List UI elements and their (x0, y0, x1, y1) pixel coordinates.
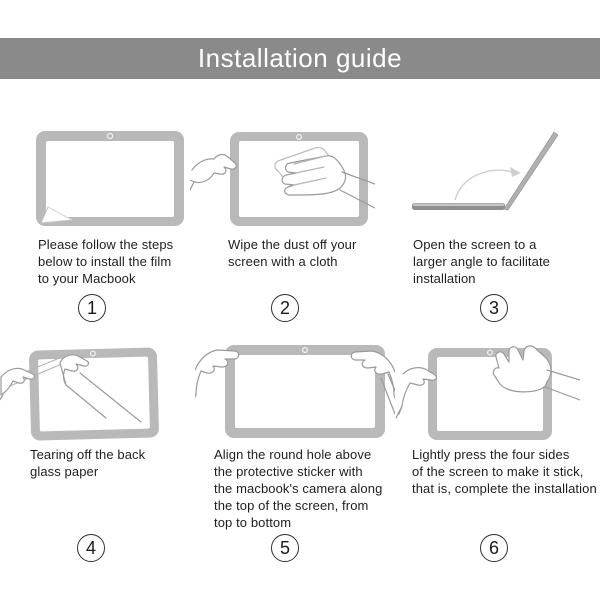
step-number: 2 (279, 298, 290, 318)
tablet-screen (235, 355, 375, 428)
wipe-screen-with-cloth-illustration (190, 128, 375, 230)
caption-line: top to bottom (214, 515, 292, 530)
step4-number-badge (77, 534, 105, 562)
align-film-with-camera-illustration (195, 340, 395, 445)
caption-line: to your Macbook (38, 271, 136, 286)
open-laptop-wide-angle-illustration (400, 128, 575, 230)
caption-line: the top of the screen, from (214, 498, 369, 513)
arrowhead-icon (510, 167, 521, 177)
step-number: 3 (488, 298, 499, 318)
step3-number-badge (480, 294, 508, 322)
caption-line: Please follow the steps (38, 237, 174, 252)
step-number: 5 (279, 538, 290, 558)
tablet-screen (38, 357, 150, 432)
page-title: Installation guide (197, 43, 403, 73)
caption-line: the protective sticker with (214, 464, 363, 479)
step-number: 4 (85, 538, 96, 558)
open-direction-arrow (455, 170, 513, 200)
protective-film-sheet-illustration (20, 128, 190, 230)
caption-line: glass paper (30, 464, 99, 479)
press-four-sides-illustration (395, 340, 580, 445)
caption-line: Align the round hole above (214, 447, 372, 462)
step6-number-badge (480, 534, 508, 562)
caption-line: larger angle to facilitate (413, 254, 551, 269)
step2-number-badge (271, 294, 299, 322)
step3-caption (413, 236, 593, 287)
caption-line: of the screen to make it stick, (412, 464, 584, 479)
caption-line: Tearing off the back (30, 447, 146, 462)
step4-caption (30, 446, 200, 480)
caption-line: that is, complete the installation (412, 481, 597, 496)
film-screen-area (46, 141, 174, 217)
banner (0, 38, 600, 79)
step2-caption (228, 236, 393, 270)
laptop-base-highlight (413, 204, 504, 207)
step1-caption (38, 236, 208, 287)
step5-number-badge (271, 534, 299, 562)
caption-line: Open the screen to a (413, 237, 537, 252)
caption-line: installation (413, 271, 476, 286)
caption-line: Wipe the dust off your (228, 237, 357, 252)
step-number: 1 (86, 298, 97, 318)
caption-line: below to install the film (38, 254, 172, 269)
tear-off-backing-paper-illustration (0, 340, 195, 445)
caption-line: Lightly press the four sides (412, 447, 570, 462)
caption-line: screen with a cloth (228, 254, 338, 269)
step-number: 6 (488, 538, 499, 558)
step5-caption (214, 446, 409, 531)
caption-line: the macbook's camera along (214, 481, 383, 496)
step6-caption (412, 446, 600, 497)
tablet (29, 347, 159, 440)
step1-number-badge (78, 294, 106, 322)
